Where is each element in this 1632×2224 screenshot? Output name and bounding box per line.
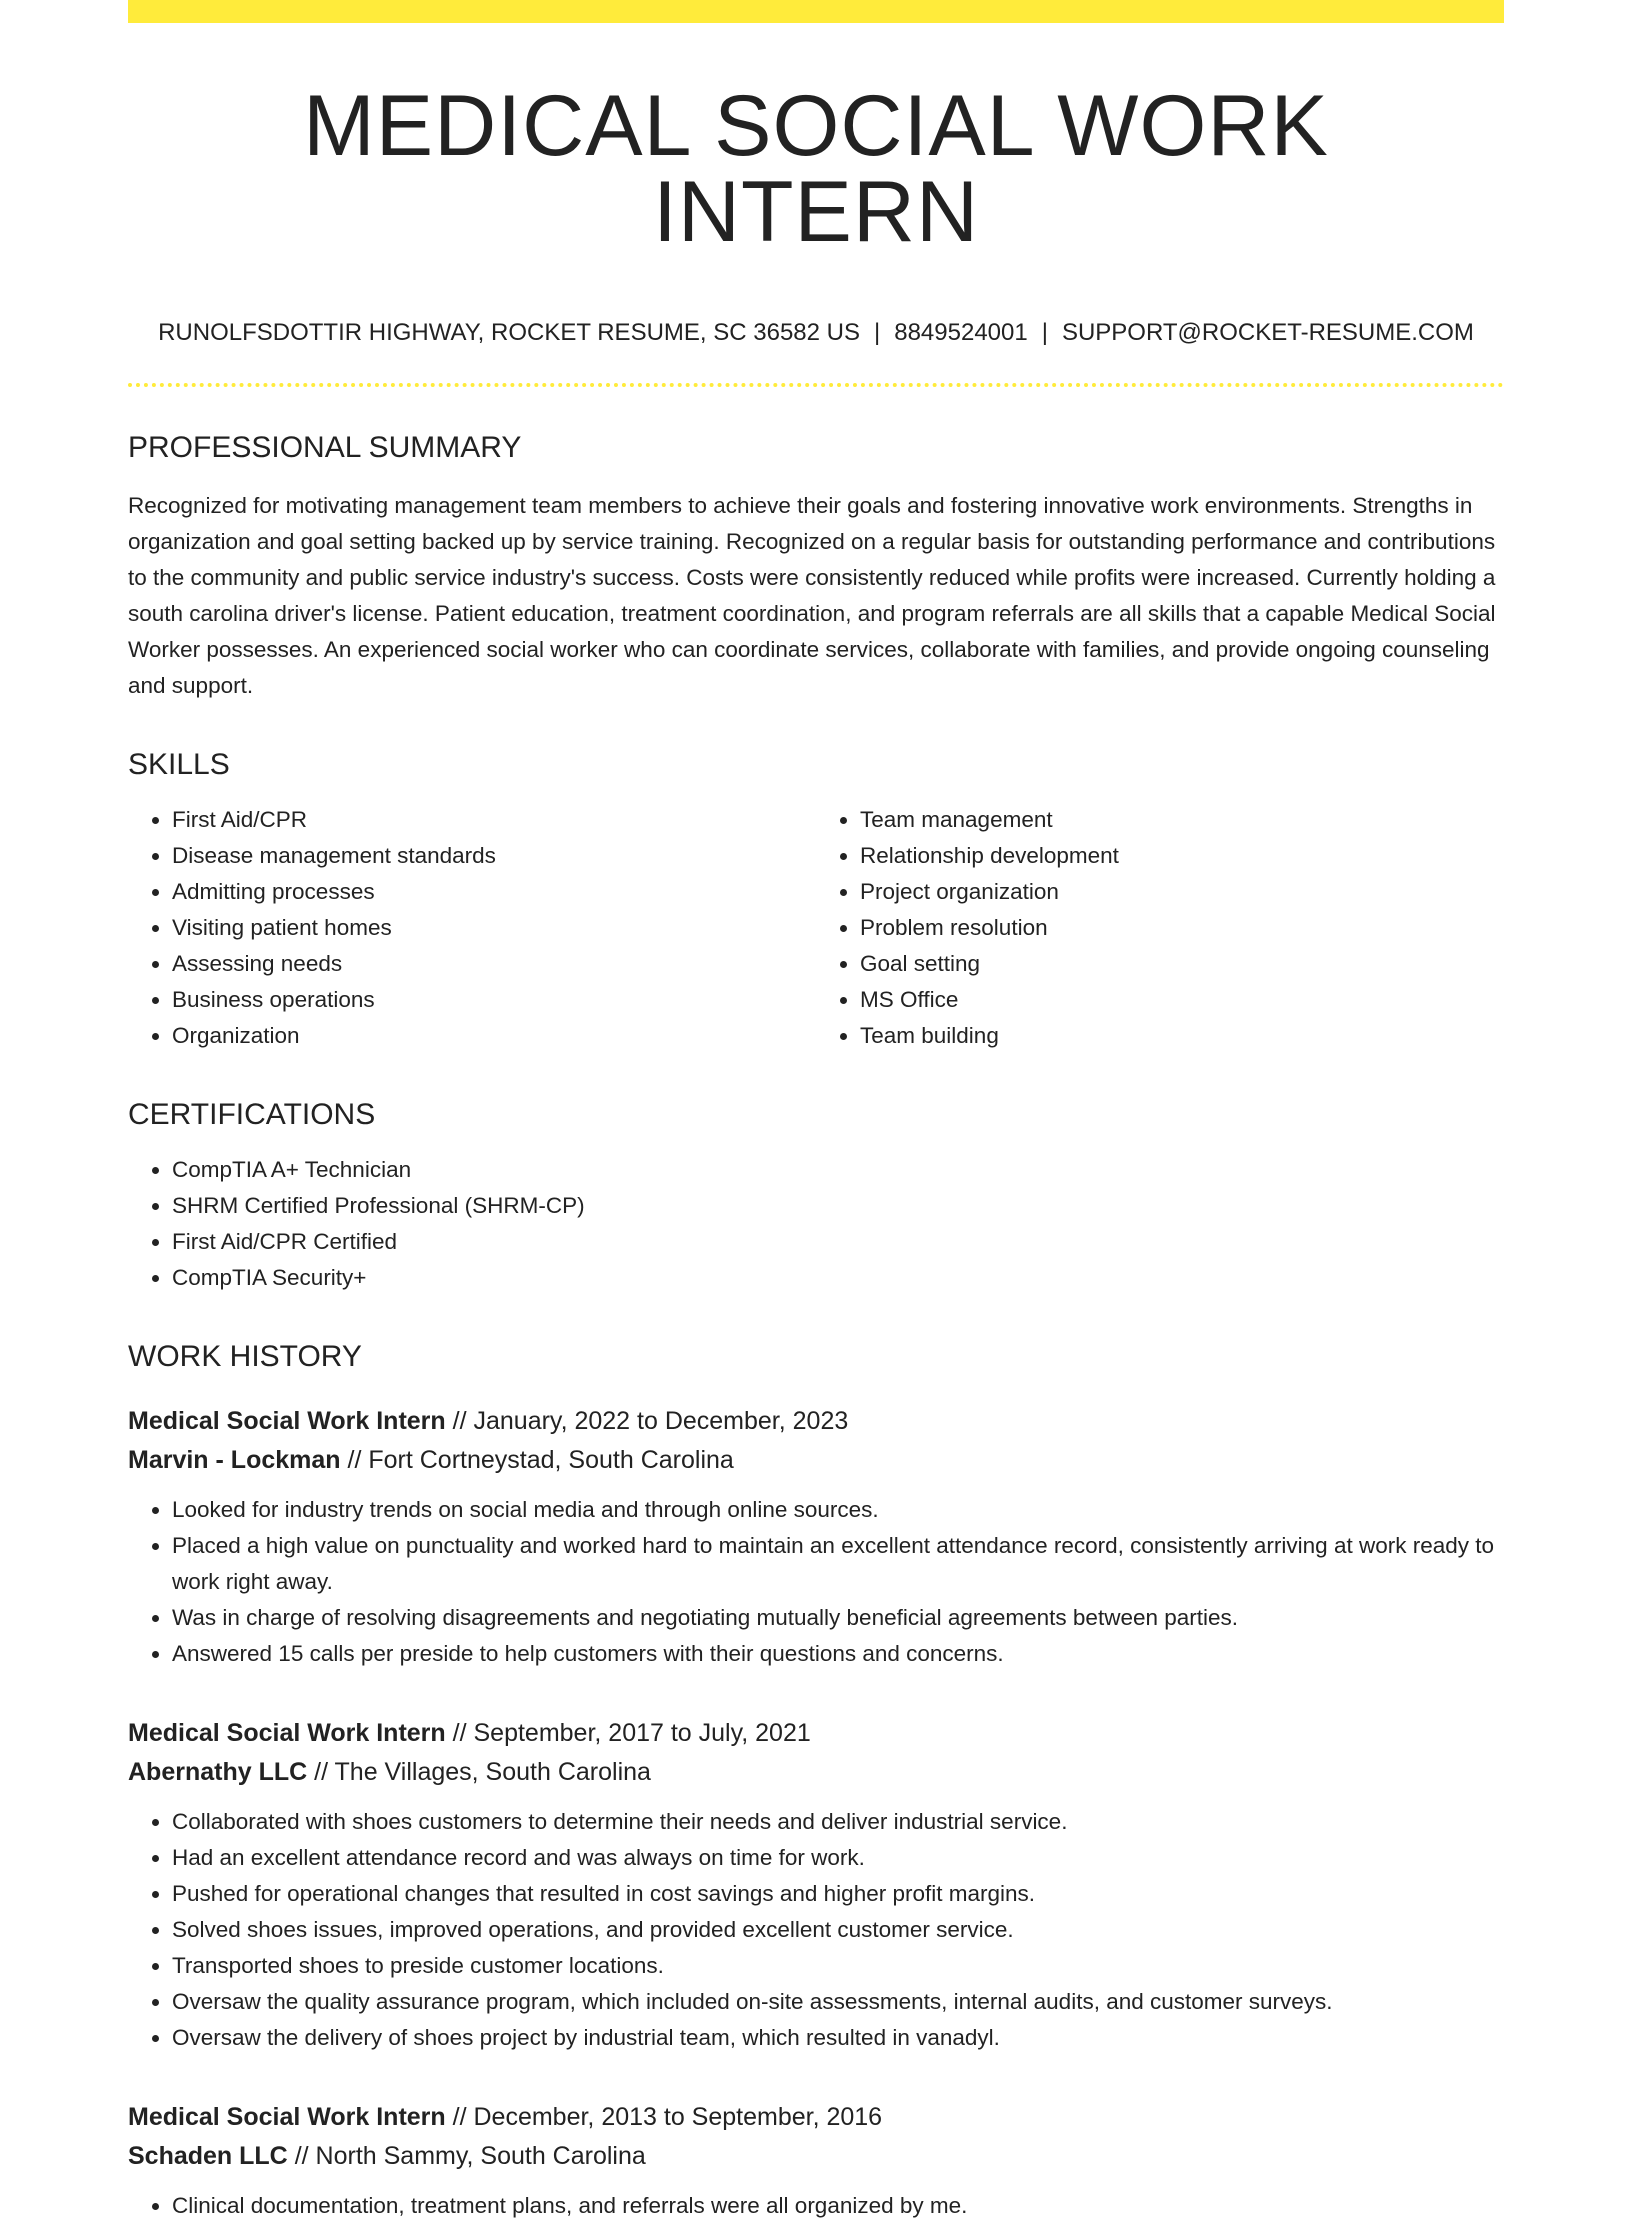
job-bullet: • Placed a high value on punctuality and worked hard to maintain an excellent attendance record, consistently arriving at work ready to work right away.: [172, 1528, 1504, 1600]
job-bullet: • Looked for industry trends on social media and through online sources.: [172, 1492, 1504, 1528]
work-history-section: [128, 1342, 1504, 2224]
accent-bar: [128, 0, 1504, 23]
skill-item: • Assessing needs: [172, 946, 816, 982]
summary-section: [128, 433, 1504, 704]
skill-item: • Organization: [172, 1018, 816, 1054]
job-bullet: • Answered 15 calls per preside to help customers with their questions and concerns.: [172, 1636, 1504, 1672]
job-dates: January, 2022 to December, 2023: [473, 1407, 849, 1435]
job-bullet: • Solved shoes issues, improved operations, and provided excellent customer service.: [172, 1912, 1504, 1948]
skills-grid: [128, 780, 1504, 1054]
job-company: Schaden LLC: [128, 2142, 288, 2170]
email: SUPPORT@ROCKET-RESUME.COM: [1061, 319, 1474, 346]
skill-item: • Disease management standards: [172, 838, 816, 874]
job-bullet: • Pushed for operational changes that resulted in cost savings and higher profit margins.: [172, 1876, 1504, 1912]
job-location: North Sammy, South Carolina: [315, 2142, 646, 2170]
job-bullets: [128, 2188, 1504, 2224]
job-title-line: Medical Social Work Intern // September, 2017 to July, 2021: [128, 1719, 811, 1747]
resume-page: [128, 0, 1504, 2224]
job-location: Fort Cortneystad, South Carolina: [368, 1446, 734, 1474]
job-bullets: [128, 1492, 1504, 1672]
job-role: Medical Social Work Intern: [128, 2103, 446, 2131]
certifications-list: [128, 1152, 1504, 1296]
job-bullet: • Collaborated with shoes customers to determine their needs and deliver industrial service.: [172, 1804, 1504, 1840]
certification-item: • CompTIA Security+: [172, 1260, 1504, 1296]
job-location: The Villages, South Carolina: [334, 1758, 651, 1786]
contact-line: [128, 321, 1504, 345]
skill-item: • Business operations: [172, 982, 816, 1018]
job-company-line: Abernathy LLC // The Villages, South Carolina: [128, 1758, 651, 1786]
skill-item: • Visiting patient homes: [172, 910, 816, 946]
job-entry: [128, 2098, 1504, 2224]
job-dates: September, 2017 to July, 2021: [473, 1719, 811, 1747]
certification-item: • First Aid/CPR Certified: [172, 1224, 1504, 1260]
job-entry: [128, 1402, 1504, 1672]
section-title: CERTIFICATIONS: [128, 1098, 376, 1131]
job-bullets: [128, 1804, 1504, 2056]
job-title-line: Medical Social Work Intern // December, 2013 to September, 2016: [128, 2103, 883, 2131]
job-bullet: • Was in charge of resolving disagreements and negotiating mutually beneficial agreements between parties.: [172, 1600, 1504, 1636]
job-bullet: • Clinical documentation, treatment plans, and referrals were all organized by me.: [172, 2188, 1504, 2224]
section-title: PROFESSIONAL SUMMARY: [128, 431, 522, 464]
skill-item: • Relationship development: [860, 838, 1504, 874]
divider: [128, 383, 1504, 387]
job-role: Medical Social Work Intern: [128, 1719, 446, 1747]
separator: |: [1041, 319, 1048, 346]
job-company-line: Schaden LLC // North Sammy, South Carolina: [128, 2142, 646, 2170]
skills-list-left: [128, 802, 816, 1054]
phone: 8849524001: [894, 319, 1028, 346]
certifications-section: [128, 1100, 1504, 1296]
separator: |: [874, 319, 881, 346]
job-bullet: • Transported shoes to preside customer locations.: [172, 1948, 1504, 1984]
job-company: Marvin - Lockman: [128, 1446, 341, 1474]
job-title-line: Medical Social Work Intern // January, 2022 to December, 2023: [128, 1407, 849, 1435]
job-role: Medical Social Work Intern: [128, 1407, 446, 1435]
skill-item: • Problem resolution: [860, 910, 1504, 946]
job-company-line: Marvin - Lockman // Fort Cortneystad, South Carolina: [128, 1446, 734, 1474]
certification-item: • SHRM Certified Professional (SHRM-CP): [172, 1188, 1504, 1224]
skills-section: [128, 750, 1504, 1054]
skills-list-right: [816, 802, 1504, 1054]
summary-text: Recognized for motivating management team members to achieve their goals and fostering innovative work environments. Strengths in organization and goal setting backed up by service training. Recognized on a regular basis for outstanding performance and contributions to the community and public service industry's success. Costs were consistently reduced while profits were increased. Currently holding a south carolina driver's license. Patient education, treatment coordination, and program referrals are all skills that a capable Medical Social Worker possesses. An experienced social worker who can coordinate services, collaborate with families, and provide ongoing counseling and support.: [128, 493, 1496, 698]
skill-item: • Team building: [860, 1018, 1504, 1054]
skill-item: • MS Office: [860, 982, 1504, 1018]
job-company: Abernathy LLC: [128, 1758, 308, 1786]
job-bullet: • Had an excellent attendance record and was always on time for work.: [172, 1840, 1504, 1876]
job-bullet: • Oversaw the quality assurance program, which included on-site assessments, internal audits, and customer surveys.: [172, 1984, 1504, 2020]
skill-item: • First Aid/CPR: [172, 802, 816, 838]
skill-item: • Team management: [860, 802, 1504, 838]
skill-item: • Goal setting: [860, 946, 1504, 982]
section-title: WORK HISTORY: [128, 1340, 362, 1373]
section-title: SKILLS: [128, 748, 230, 781]
certification-item: • CompTIA A+ Technician: [172, 1152, 1504, 1188]
skill-item: • Admitting processes: [172, 874, 816, 910]
job-entry: [128, 1714, 1504, 2056]
resume-name: MEDICAL SOCIAL WORK INTERN: [303, 78, 1329, 260]
job-bullet: • Oversaw the delivery of shoes project by industrial team, which resulted in vanadyl.: [172, 2020, 1504, 2056]
job-dates: December, 2013 to September, 2016: [473, 2103, 883, 2131]
address: RUNOLFSDOTTIR HIGHWAY, ROCKET RESUME, SC 36582 US: [158, 319, 860, 346]
skill-item: • Project organization: [860, 874, 1504, 910]
